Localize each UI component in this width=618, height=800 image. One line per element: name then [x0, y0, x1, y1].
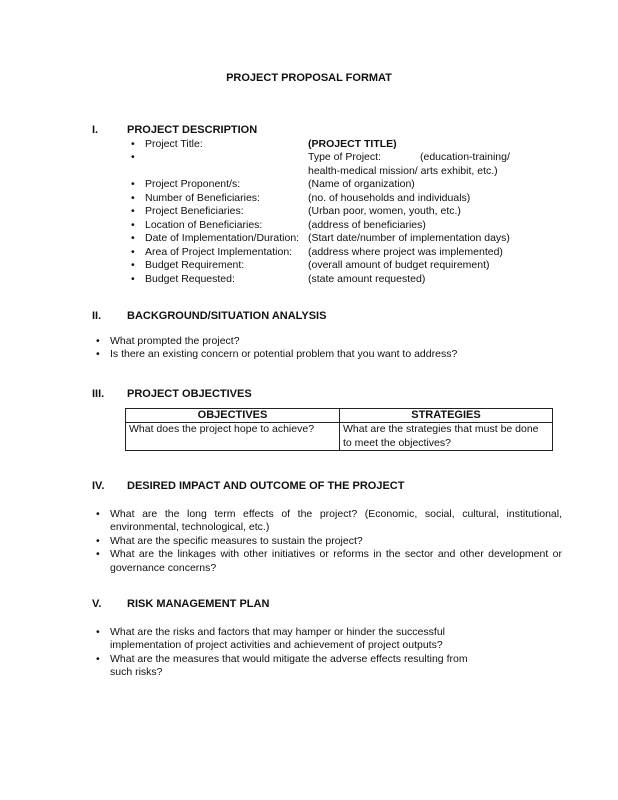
section-number: II. [92, 310, 102, 322]
field-row [127, 246, 562, 260]
bullet-icon: • [131, 205, 135, 217]
background-question-list [92, 335, 562, 362]
field-row [127, 192, 562, 206]
bullet-icon: • [96, 548, 100, 560]
bullet-icon: • [96, 625, 100, 638]
section-number: I. [92, 124, 99, 136]
field-label: Number of Beneficiaries: [145, 191, 260, 204]
field-row [127, 205, 562, 219]
field-label: Type of Project: [308, 151, 381, 163]
section-heading [92, 310, 562, 324]
bullet-icon: • [131, 245, 135, 258]
bullet-icon: • [96, 652, 100, 665]
list-item: • What are the measures that would mitigate the adverse effects resulting from such risks? [96, 652, 468, 678]
table-row [126, 423, 553, 451]
bullet-icon: • [96, 507, 100, 520]
bullet-icon: • [131, 218, 135, 231]
bullet-icon: • [96, 348, 100, 360]
bullet-icon: • [131, 272, 135, 285]
field-row [127, 273, 562, 287]
field-row [127, 259, 562, 273]
section-heading [92, 598, 562, 612]
table-header-strategies: STRATEGIES [340, 408, 553, 423]
section-project-description [92, 124, 562, 286]
field-value: (address where project was implemented) [308, 245, 503, 258]
bullet-icon: • [131, 232, 135, 244]
field-label: Area of Project Implementation: [145, 245, 293, 258]
field-type-of-project [127, 151, 562, 178]
field-label: Project Title: [145, 137, 203, 150]
table-cell: What does the project hope to achieve? [126, 423, 340, 451]
section-project-objectives [92, 388, 562, 451]
section-background-analysis [92, 310, 562, 362]
section-number: III. [92, 388, 105, 400]
section-desired-impact [92, 480, 562, 575]
table-cell: What are the strategies that must be done to meet the objectives? [340, 423, 553, 451]
list-item: • What are the risks and factors that may hamper or hinder the successful implementation of project activities and achievement of project outputs? [96, 625, 445, 651]
field-row [127, 178, 562, 192]
section-title: PROJECT DESCRIPTION [127, 124, 258, 136]
impact-question-list [92, 508, 562, 576]
field-value: (overall amount of budget requirement) [308, 259, 490, 271]
bullet-icon: • [131, 259, 135, 271]
list-item: • What are the long term effects of the project? (Economic, social, cultural, institutional, environmental, technological, etc.) [96, 507, 562, 533]
objectives-table [125, 408, 553, 452]
document-title: PROJECT PROPOSAL FORMAT [226, 72, 392, 84]
field-value: (address of beneficiaries) [308, 218, 426, 231]
field-label: Project Proponent/s: [145, 178, 241, 190]
section-number: V. [92, 598, 102, 610]
bullet-icon: • [96, 334, 100, 347]
field-row [127, 232, 562, 246]
section-heading [92, 480, 562, 494]
section-title: BACKGROUND/SITUATION ANALYSIS [127, 310, 327, 322]
field-value: (Urban poor, women, youth, etc.) [308, 205, 461, 217]
project-description-list [127, 138, 562, 287]
field-row [127, 219, 562, 233]
field-label: Location of Beneficiaries: [145, 218, 263, 231]
section-title: RISK MANAGEMENT PLAN [127, 598, 270, 610]
section-title: PROJECT OBJECTIVES [127, 388, 252, 400]
field-value: (education-training/ [420, 151, 510, 163]
field-value-continued: health-medical mission/ arts exhibit, etc.) [308, 164, 498, 177]
field-value: (state amount requested) [308, 272, 426, 285]
section-heading [92, 124, 562, 138]
list-item: • What are the specific measures to sustain the project? [96, 534, 363, 547]
bullet-icon: • [131, 151, 135, 163]
field-label: Budget Requirement: [145, 259, 245, 271]
risk-question-list [92, 626, 482, 680]
field-label: Budget Requested: [145, 272, 235, 285]
field-value: (Start date/number of implementation days) [308, 232, 510, 244]
bullet-icon: • [96, 534, 100, 547]
table-header-row [126, 408, 553, 423]
list-item: • Is there an existing concern or potential problem that you want to address? [96, 348, 458, 360]
section-heading [92, 388, 562, 402]
bullet-icon: • [131, 178, 135, 190]
field-label: Date of Implementation/Duration: [145, 232, 300, 244]
field-label: Project Beneficiaries: [145, 205, 244, 217]
section-number: IV. [92, 480, 105, 492]
list-item: • What prompted the project? [96, 334, 240, 347]
field-value: (PROJECT TITLE) [308, 137, 397, 150]
list-item: • What are the linkages with other initiatives or reforms in the sector and other development or governance concerns? [96, 548, 562, 574]
field-value: (no. of households and individuals) [308, 191, 471, 204]
section-risk-management [92, 598, 562, 680]
table-header-objectives: OBJECTIVES [126, 408, 340, 423]
bullet-icon: • [131, 191, 135, 204]
field-value: (Name of organization) [308, 178, 415, 190]
section-title: DESIRED IMPACT AND OUTCOME OF THE PROJECT [127, 480, 405, 492]
bullet-icon: • [131, 137, 135, 150]
field-project-title [127, 138, 562, 152]
